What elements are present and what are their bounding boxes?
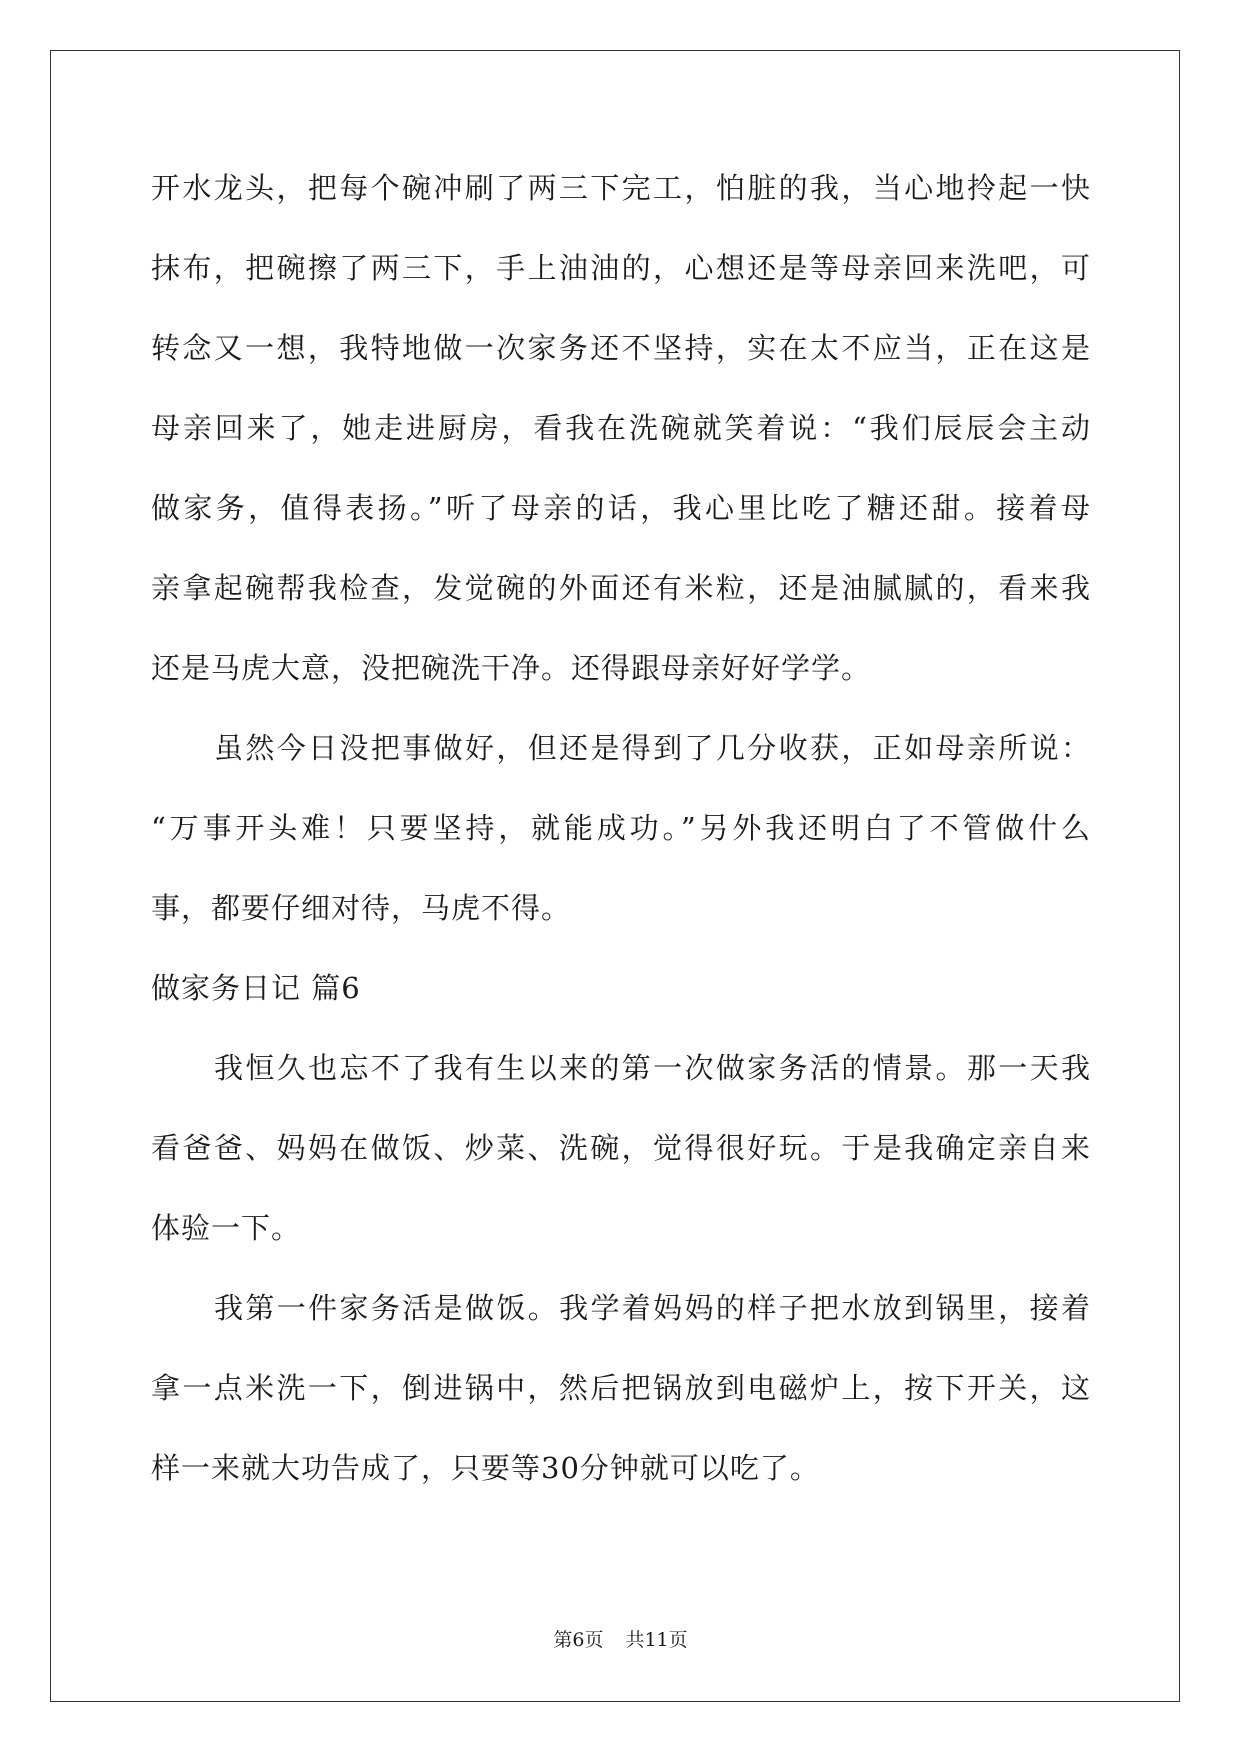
text-line: 母亲回来了，她走进厨房，看我在洗碗就笑着说：“我们辰辰会主动 xyxy=(151,411,1091,445)
text-line: 做家务，值得表扬。”听了母亲的话，我心里比吃了糖还甜。接着母 xyxy=(151,491,1091,525)
text-line: 还是马虎大意，没把碗洗干净。还得跟母亲好好学学。 xyxy=(151,651,872,685)
text-line: 样一来就大功告成了，只要等30分钟就可以吃了。 xyxy=(151,1451,820,1485)
section-heading: 做家务日记 篇6 xyxy=(151,971,361,1005)
page-footer xyxy=(0,1628,1241,1652)
text-line: 看爸爸、妈妈在做饭、炒菜、洗碗，觉得很好玩。于是我确定亲自来 xyxy=(151,1131,1091,1165)
text-line: 我第一件家务活是做饭。我学着妈妈的样子把水放到锅里，接着 xyxy=(214,1291,1091,1325)
text-line: 体验一下。 xyxy=(151,1211,302,1245)
text-line: 亲拿起碗帮我检查，发觉碗的外面还有米粒，还是油腻腻的，看来我 xyxy=(151,571,1091,605)
text-line: “万事开头难！只要坚持，就能成功。”另外我还明白了不管做什么 xyxy=(151,811,1091,845)
text-line: 我恒久也忘不了我有生以来的第一次做家务活的情景。那一天我 xyxy=(214,1051,1091,1085)
text-line: 转念又一想，我特地做一次家务还不坚持，实在太不应当，正在这是 xyxy=(151,331,1091,365)
text-line: 虽然今日没把事做好，但还是得到了几分收获，正如母亲所说： xyxy=(214,731,1091,765)
text-line: 抹布，把碗擦了两三下，手上油油的，心想还是等母亲回来洗吧，可 xyxy=(151,251,1091,285)
text-line: 拿一点米洗一下，倒进锅中，然后把锅放到电磁炉上，按下开关，这 xyxy=(151,1371,1091,1405)
page-total: 共11页 xyxy=(625,1629,688,1651)
document-body xyxy=(151,168,1091,1528)
text-line: 开水龙头，把每个碗冲刷了两三下完工，怕脏的我，当心地拎起一快 xyxy=(151,171,1091,205)
text-line: 事，都要仔细对待，马虎不得。 xyxy=(151,891,572,925)
page-number: 第6页 xyxy=(553,1629,604,1651)
